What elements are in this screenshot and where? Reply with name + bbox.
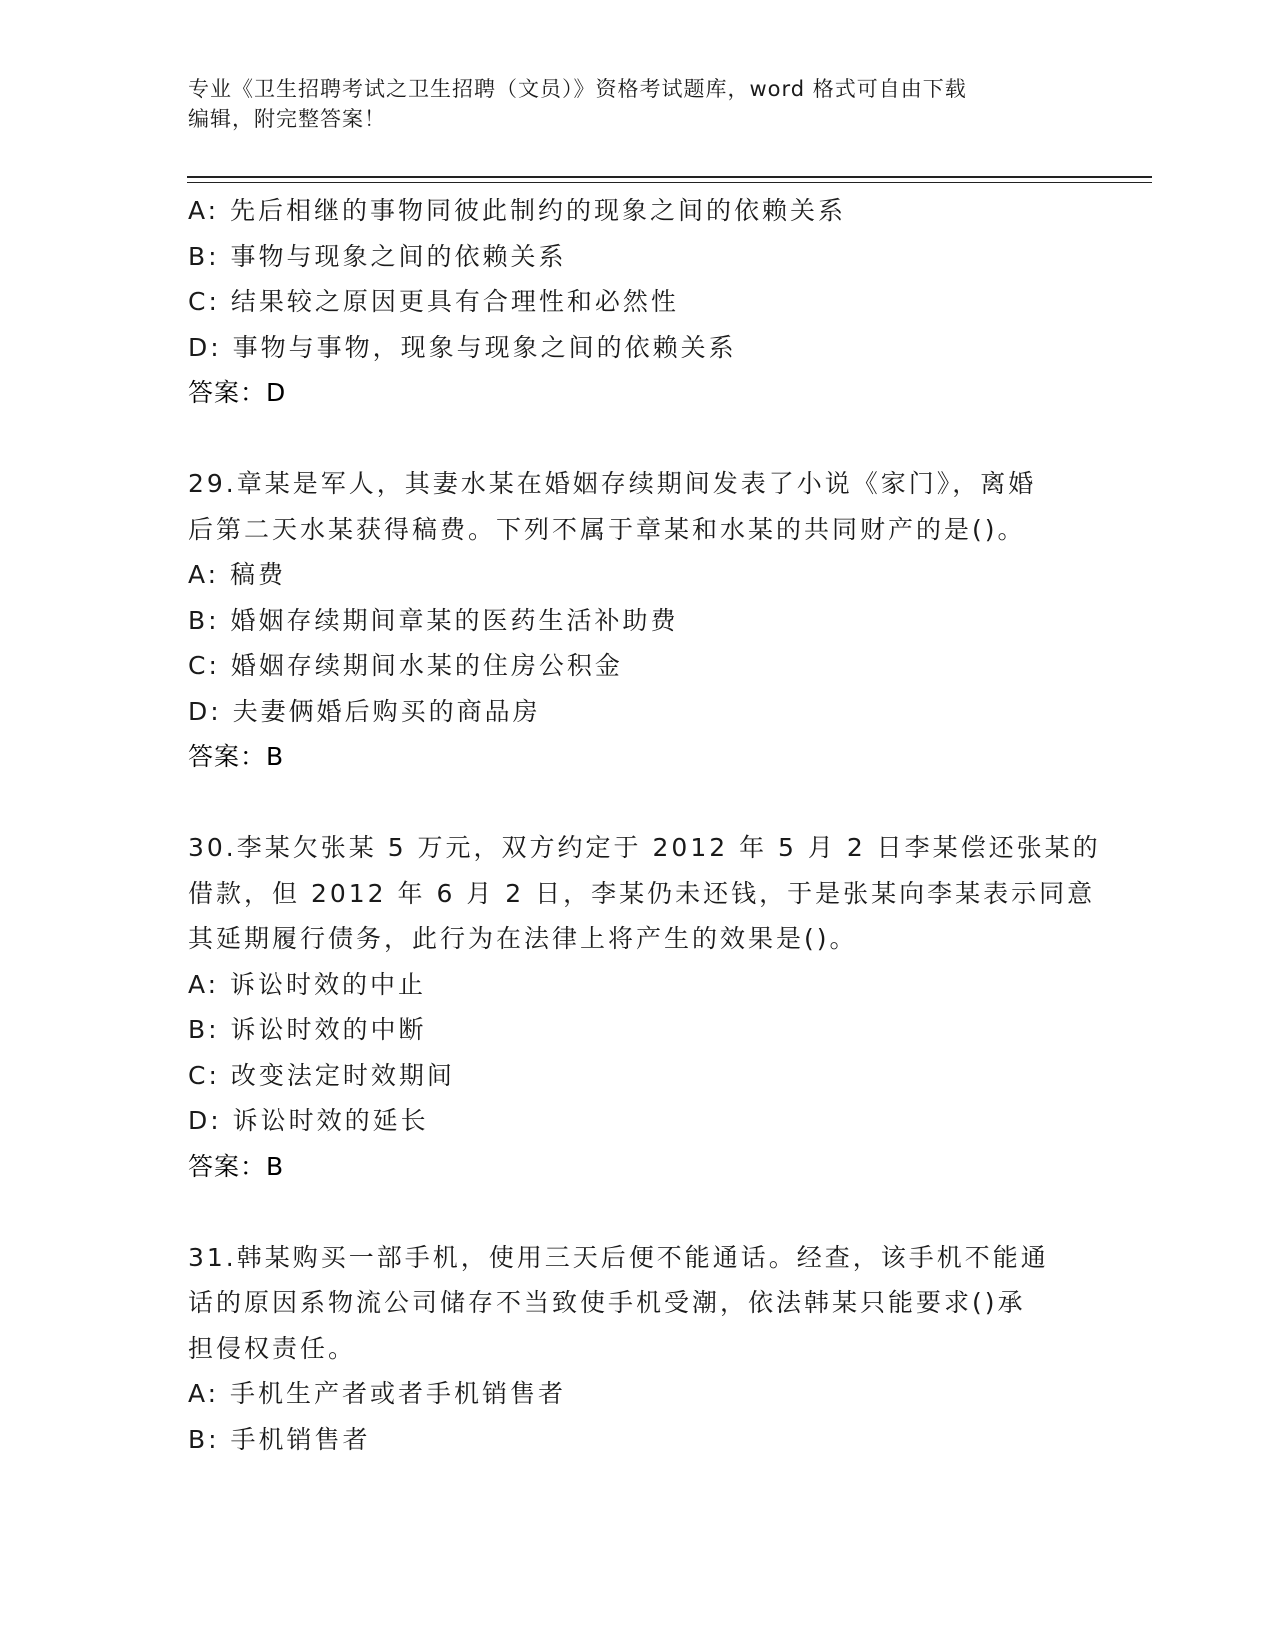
question-stem-line: 担侵权责任。 (188, 1333, 357, 1363)
option-a: A: 先后相继的事物同彼此制约的现象之间的依赖关系 (188, 196, 847, 225)
header-line-1: 专业《卫生招聘考试之卫生招聘（文员）》资格考试题库，word 格式可自由下载 (188, 77, 967, 101)
answer: 答案：B (188, 742, 285, 771)
option-b: B: 诉讼时效的中断 (188, 1015, 427, 1044)
option-b: B: 手机销售者 (188, 1424, 371, 1454)
option-c: C: 结果较之原因更具有合理性和必然性 (188, 287, 679, 316)
question-29 (188, 461, 1088, 780)
option-a: A: 稿费 (188, 560, 287, 589)
header-divider-thick (187, 176, 1152, 178)
answer: 答案：D (188, 378, 287, 407)
answer: 答案：B (188, 1151, 285, 1181)
document-header (188, 74, 1068, 134)
header-line-2: 编辑，附完整答案！ (188, 107, 386, 131)
question-list (188, 188, 1101, 1462)
option-d: D: 诉讼时效的延长 (188, 1106, 429, 1135)
question-stem-line: 其延期履行债务，此行为在法律上将产生的效果是()。 (188, 924, 858, 953)
question-stem-line: 借款，但 2012 年 6 月 2 日，李某仍未还钱，于是张某向李某表示同意 (188, 878, 1096, 908)
question-30 (188, 825, 1101, 1189)
option-b: B: 事物与现象之间的依赖关系 (188, 241, 567, 271)
option-a: A: 诉讼时效的中止 (188, 969, 427, 999)
question-prev (188, 188, 1088, 416)
option-d: D: 事物与事物，现象与现象之间的依赖关系 (188, 332, 737, 362)
option-d: D: 夫妻俩婚后购买的商品房 (188, 696, 541, 726)
option-b: B: 婚姻存续期间章某的医药生活补助费 (188, 605, 679, 635)
header-divider-thin (187, 182, 1152, 183)
spacer (188, 416, 1088, 462)
question-stem-line: 31.韩某购买一部手机，使用三天后便不能通话。经查，该手机不能通 (188, 1242, 1049, 1272)
spacer (188, 780, 1088, 826)
question-stem-line: 后第二天水某获得稿费。下列不属于章某和水某的共同财产的是()。 (188, 514, 1026, 544)
option-a: A: 手机生产者或者手机销售者 (188, 1379, 567, 1408)
question-stem-line: 30.李某欠张某 5 万元，双方约定于 2012 年 5 月 2 日李某偿还张某的 (188, 833, 1101, 862)
spacer (188, 1189, 1088, 1235)
question-stem-line: 话的原因系物流公司储存不当致使手机受潮，依法韩某只能要求()承 (188, 1288, 1026, 1317)
option-c: C: 婚姻存续期间水某的住房公积金 (188, 651, 623, 680)
option-c: C: 改变法定时效期间 (188, 1060, 455, 1090)
question-31 (188, 1235, 1088, 1463)
question-stem-line: 29.章某是军人，其妻水某在婚姻存续期间发表了小说《家门》，离婚 (188, 469, 1037, 498)
